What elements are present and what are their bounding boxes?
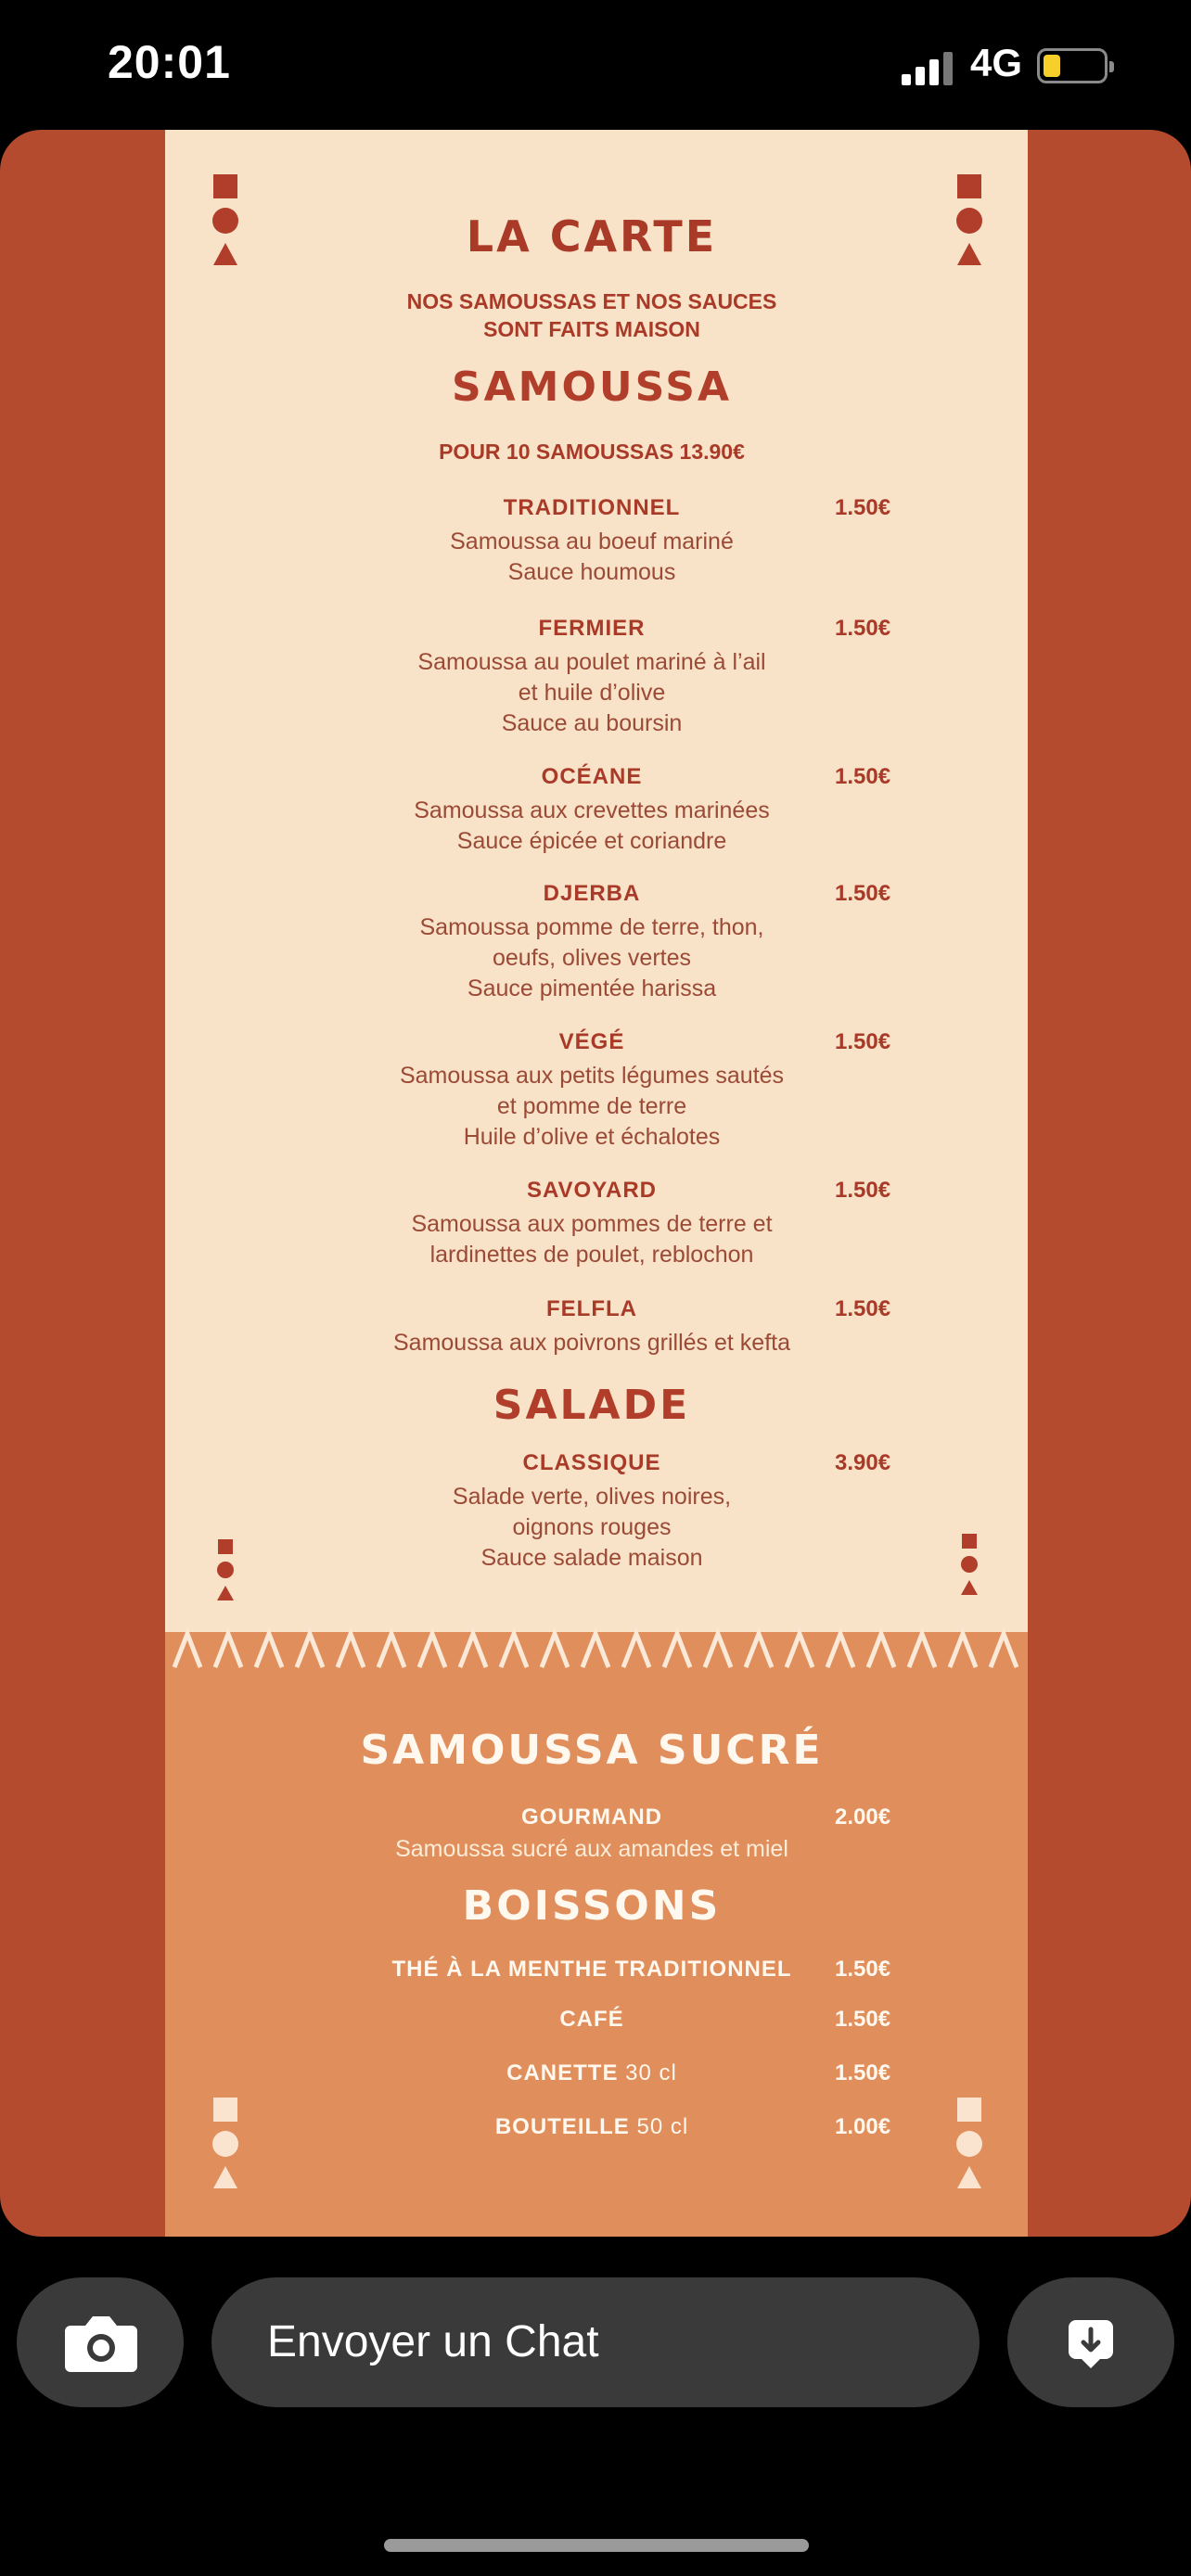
home-indicator[interactable] — [384, 2539, 809, 2552]
upload-icon — [1007, 2277, 1174, 2407]
network-type: 4G — [970, 41, 1023, 84]
status-time: 20:01 — [108, 36, 231, 88]
menu-poster: LA CARTE NOS SAMOUSSAS ET NOS SAUCES SONT FAITS MAISON SAMOUSSA POUR 10 SAMOUSSAS 13.90€ TRADITIONNEL 1.50€ Samoussa au boeuf mariné Sauce houmous FERMIER 1.50€ Samoussa au poulet mariné à l’ail et huile d’olive Sauce au boursin OCÉANE 1.50€ Samoussa aux crevettes marinées Sauce épicée et coriandre DJERBA 1.50€ Samoussa pomme de terre, thon, oeufs, olives vertes Sauce pimentée harissa VÉGÉ 1.50€ Samoussa aux petits légumes sautés et pomme de terre Huile d’olive et échalotes SAVOYARD 1.50€ Samoussa aux pommes de terre et lardinettes de poulet, reblochon FELFLA 1.50€ Samoussa aux poivrons grillés et kefta SALADE CLASSIQUE 3.90€ Salade verte, olives noires, oignons rouges Sauce salade maison SAMOUSSA SUCRÉ GOURMAND 2.00€ Samoussa sucré aux amandes et miel BOISSONS THÉ À LA MENTHE TRADITIONNEL 1.50€ CAFÉ 1.50€ CANETTE 30 cl 1.50€ BOUTEILLE 50 cl 1.00€ — [165, 130, 1028, 2237]
status-bar — [0, 0, 1191, 130]
chat-input[interactable]: Envoyer un Chat — [211, 2277, 980, 2407]
menu-subtitle: NOS SAMOUSSAS ET NOS SAUCES SONT FAITS MAISON — [406, 289, 777, 341]
shapes-decoration-icon — [955, 2098, 983, 2188]
signal-icon — [902, 48, 954, 85]
story-image[interactable] — [0, 130, 1191, 2237]
battery-icon — [1037, 48, 1108, 83]
section-title-samoussa-sucre: SAMOUSSA SUCRÉ — [360, 1727, 824, 1774]
section-title-boissons: BOISSONS — [462, 1882, 722, 1930]
section-title-samoussa: SAMOUSSA — [451, 363, 733, 411]
camera-button[interactable] — [17, 2277, 184, 2407]
samoussa-bulk-price: POUR 10 SAMOUSSAS 13.90€ — [439, 440, 745, 464]
upload-button[interactable] — [1007, 2277, 1174, 2407]
menu-panel-bottom — [165, 1632, 1028, 2237]
section-title-salade: SALADE — [493, 1382, 691, 1429]
chat-bar — [0, 2277, 1191, 2407]
camera-icon — [17, 2277, 184, 2407]
menu-title: LA CARTE — [466, 211, 718, 261]
zigzag-divider — [165, 1623, 1028, 1697]
shapes-decoration-icon — [211, 2098, 239, 2188]
